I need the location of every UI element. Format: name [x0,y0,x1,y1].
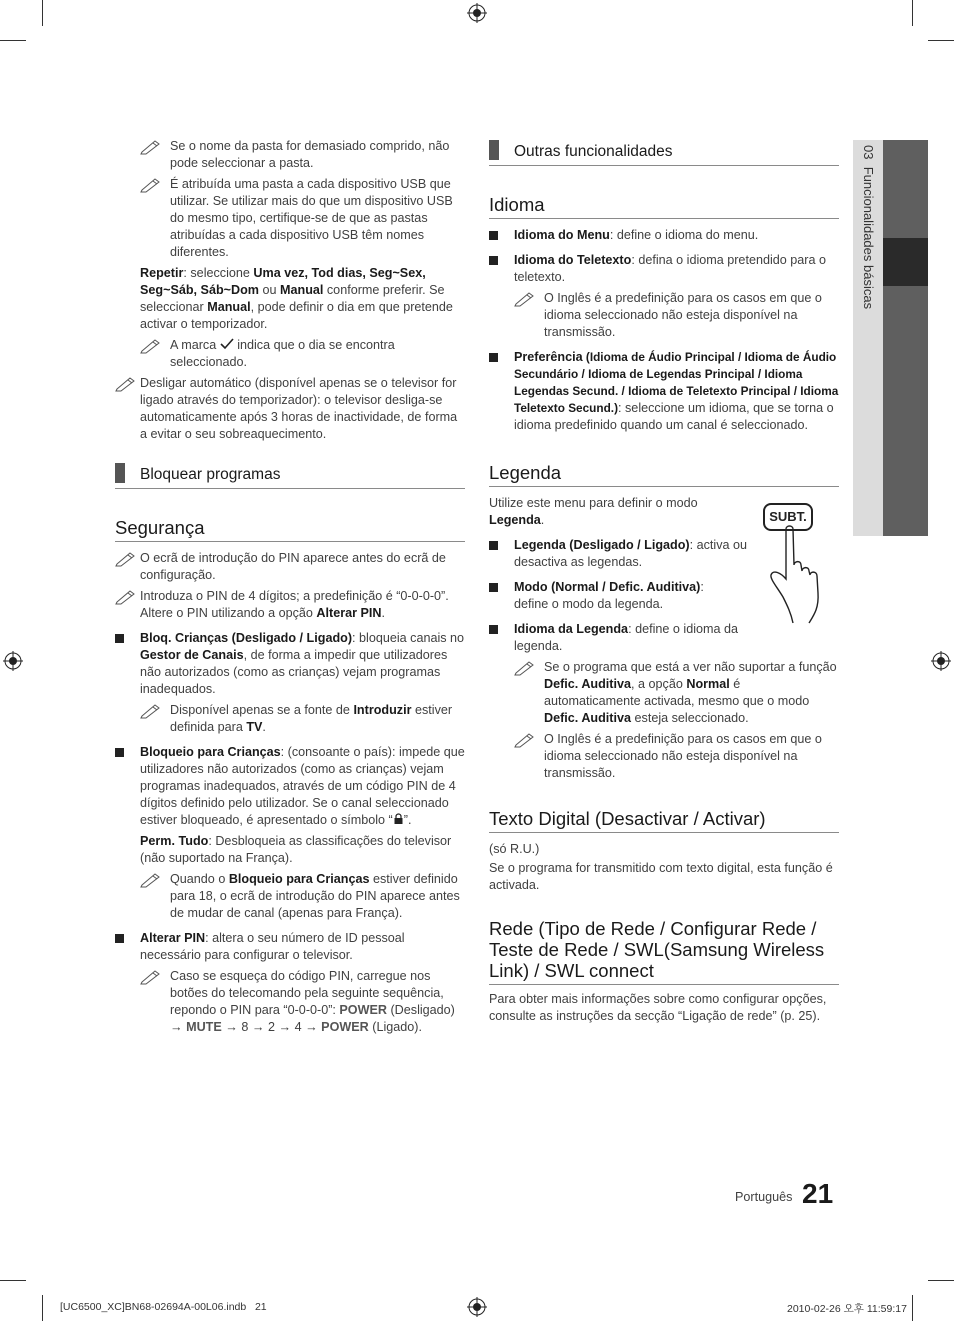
text: , de forma a impedir que utilizadores não autorizados (como as crianças) vejam programas inadequados. [140,648,448,696]
pointing-hand-icon [759,523,839,633]
right-column [489,136,839,1025]
text: : define o idioma do menu. [609,228,759,242]
hearing-ref: Defic. Auditiva [544,677,632,691]
text: conforme preferir. Se seleccionar [140,283,445,314]
registration-mark-icon [931,651,951,671]
note-pencil-icon [140,872,162,888]
section-title: Outras funcionalidades [514,143,673,160]
note-text: É atribuída uma pasta a cada dispositivo USB que utilizar. Se utilizar mais do que um dispositivo USB do mesmo tipo, certifique-se de que as pastas atribuídas a cada dispositivo USB têm nomes diferentes. [170,177,453,259]
bullet-square-icon [489,256,498,265]
text: (Ligado). [368,1020,422,1034]
heading-security: Segurança [115,517,465,542]
heading-digital-text: Texto Digital (Desactivar / Activar) [489,808,839,833]
note [514,290,839,341]
bullet-label: Idioma do Teletexto [514,253,632,267]
note [140,176,465,261]
checkmark-icon [220,338,234,350]
text: : altera o seu número de ID pessoal necessário para configurar o televisor. [140,931,405,962]
print-date: 2010-02-26 [787,1303,841,1315]
crop-mark [912,1295,913,1321]
note-text: Quando o [170,872,229,886]
print-timestamp [787,1301,907,1316]
text: (Desligado) → [170,1003,455,1034]
source-ref: Introduzir [353,703,412,717]
bullet-label: Idioma da Legenda [514,622,629,636]
note [115,375,465,443]
text: , a opção [631,677,687,691]
left-column [115,136,465,1036]
section-marker [115,463,125,483]
print-time-label: 오후 [843,1303,864,1315]
bullet-label: Modo (Normal / Defic. Auditiva) [514,580,701,594]
note-pencil-icon [514,732,536,748]
section-title: Bloquear programas [140,466,281,483]
bullet-item [489,349,839,434]
bullet-square-icon [489,231,498,240]
mute-key: MUTE [186,1020,222,1034]
crop-mark [42,1295,43,1321]
bullet-label: Bloq. Crianças (Desligado / Ligado) [140,631,353,645]
text: , pode definir o dia em que pretende activar o temporizador. [140,300,453,331]
bullet-label: Alterar PIN [140,931,206,945]
text: : (consoante o país): impede que utilizadores não autorizados (como as crianças) vejam programas inadequados, através de um código PIN de 4 dígitos definido pelo utilizador. Se o canal seleccionado estiver bloqueado, é apresentado o símbolo “ [140,745,465,827]
print-time: 11:59:17 [866,1303,907,1315]
bullet-square-icon [489,583,498,592]
text: ou [258,283,280,297]
note [140,138,465,172]
note [140,968,465,1036]
bullet-item [115,630,465,698]
section-header-lock [115,463,465,489]
bullet-item [489,537,749,571]
alter-pin-ref: Alterar PIN [316,606,382,620]
repeat-options: Uma vez, Tod dias, Seg~Sex, Seg~Sáb, Sáb~Dom [140,266,426,297]
section-header-other [489,140,839,166]
bullet-square-icon [489,625,498,634]
section-marker [489,140,499,160]
note-text: Se o programa que está a ver não suportar a função [544,660,837,674]
subtitle-block [489,495,839,655]
text: estiver definida para [170,703,453,734]
heading-language: Idioma [489,194,839,219]
chapter-label [858,145,880,355]
heading-network: Rede (Tipo de Rede / Configurar Rede / Teste de Rede / SWL(Samsung Wireless Link) / SWL connect [489,918,839,985]
text: . [381,606,386,620]
note [115,550,465,584]
crop-mark [42,0,43,26]
note-text: indica que o dia se encontra seleccionado. [170,338,395,369]
crop-mark [0,40,26,41]
registration-mark-icon [3,651,23,671]
bullet-label: Idioma do Menu [514,228,610,242]
text: : seleccione um idioma, que se torna o idioma predefinido quando um canal é seleccionado. [514,401,834,432]
bullet-square-icon [489,353,498,362]
chapter-tab-dark [883,140,928,536]
bullet-square-icon [115,748,124,757]
note-text: Caso se esqueça do código PIN, carregue nos botões do telecomando pela seguinte sequência, repondo o PIN para “0-0-0-0”: [170,969,444,1017]
lock-icon [393,813,404,825]
repeat-paragraph [140,265,465,333]
perm-paragraph [140,833,465,867]
note-pencil-icon [140,338,162,354]
note [514,659,839,727]
footer-language: Português [735,1190,793,1204]
registration-mark-icon [467,1297,487,1317]
text: : define o idioma da legenda. [514,622,738,653]
bullet-item [489,252,839,286]
note-pencil-icon [140,139,162,155]
note-text: Desligar automático (disponível apenas se o televisor for ligado através do temporizador): o televisor desliga-se automaticamente após 3 horas de inactividade, de forma a evitar o seu sobreaquecimento. [140,376,458,441]
text: é automaticamente activada, mesmo que o modo [544,677,810,708]
note-pencil-icon [115,551,137,567]
crop-mark [912,0,913,26]
text: : define o modo da legenda. [514,580,704,611]
text: . [262,720,266,734]
note [140,871,465,922]
bullet-item [115,930,465,964]
text: → 8 → 2 → 4 → [221,1020,322,1034]
note-pencil-icon [115,376,137,392]
bullet-item [489,227,839,244]
text: estiver definido para 18, o ecrã de introdução do PIN aparece antes de mudar de canal (apenas para França). [170,872,460,920]
crop-mark [928,1280,954,1281]
text: esteja seleccionado. [631,711,749,725]
text: : bloqueia canais no [352,631,465,645]
text: : Desbloqueia as classificações do televisor (não suportado na França). [140,834,452,865]
repeat-label: Repetir [140,266,184,280]
perm-label: Perm. Tudo [140,834,209,848]
note-text: A marca [170,338,217,352]
bullet-label: Preferência [514,350,583,364]
folder-notes [140,138,465,371]
power-key: POWER [339,1003,387,1017]
bullet-label: Legenda (Desligado / Ligado) [514,538,690,552]
text: ”. [403,813,412,827]
bullet-square-icon [489,541,498,550]
chapter-tab-indicator [883,238,928,286]
note-pencil-icon [140,177,162,193]
note [140,702,465,736]
bullet-square-icon [115,934,124,943]
chapter-number: 03 [861,145,876,160]
note-pencil-icon [514,660,536,676]
hearing-ref: Defic. Auditiva [544,711,632,725]
subtitle-intro [489,495,739,529]
crop-mark [0,1280,26,1281]
child-lock-ref: Bloqueio para Crianças [228,872,370,886]
subtitle-ref: Legenda [489,513,541,527]
note-text: O Inglês é a predefinição para os casos em que o idioma seleccionado não esteja disponível na transmissão. [544,291,822,339]
bullet-square-icon [115,634,124,643]
registration-mark-icon [467,3,487,23]
note-text: Disponível apenas se a fonte de [170,703,354,717]
page-number: 21 [802,1178,834,1209]
file-info: [UC6500_XC]BN68-02694A-00L06.indb 21 [60,1301,267,1313]
crop-mark [928,40,954,41]
bullet-item [115,744,465,829]
bullet-item [489,579,739,613]
network-description: Para obter mais informações sobre como configurar opções, consulte as instruções da secção “Ligação de rede” (p. 25). [489,992,827,1023]
note-pencil-icon [115,589,137,605]
text: : activa ou desactiva as legendas. [514,538,748,569]
chapter-title: Funcionalidades básicas [861,166,876,310]
note [140,337,465,371]
text: : defina o idioma pretendido para o teletexto. [514,253,826,284]
note-pencil-icon [140,969,162,985]
digital-description: Se o programa for transmitido com texto digital, esta função é activada. [489,861,833,892]
note [115,588,465,622]
note-pencil-icon [514,291,536,307]
note-pencil-icon [140,703,162,719]
normal-ref: Normal [686,677,730,691]
note-text: O Inglês é a predefinição para os casos em que o idioma seleccionado não esteja disponível na transmissão. [544,732,822,780]
note-text: O ecrã de introdução do PIN aparece antes do ecrã de configuração. [140,551,446,582]
note-text: Se o nome da pasta for demasiado comprido, não pode seleccionar a pasta. [170,139,450,170]
subt-button: SUBT. [763,503,813,531]
text: : seleccione [183,266,254,280]
preference-options: (Idioma de Áudio Principal / Idioma de Áudio Secundário / Idioma de Legendas Principal / Idioma Legendas Secund. / Idioma de Teletexto Principal / Idioma Teletexto Secund.) [514,350,839,415]
note-text: Introduza o PIN de 4 dígitos; a predefinição é “0-0-0-0”. Altere o PIN utilizando a opção [140,589,449,620]
power-key: POWER [321,1020,369,1034]
heading-subtitle: Legenda [489,462,839,487]
remote-illustration [759,503,839,633]
manual-label: Manual [207,300,251,314]
note [514,731,839,782]
bullet-label: Bloqueio para Crianças [140,745,281,759]
text: . [540,513,545,527]
text: Utilize este menu para definir o modo [489,496,698,510]
manual-label: Manual [280,283,324,297]
channel-manager-ref: Gestor de Canais [140,648,244,662]
digital-uk-note: (só R.U.) [489,842,540,856]
bullet-item [489,621,739,655]
tv-ref: TV [246,720,263,734]
